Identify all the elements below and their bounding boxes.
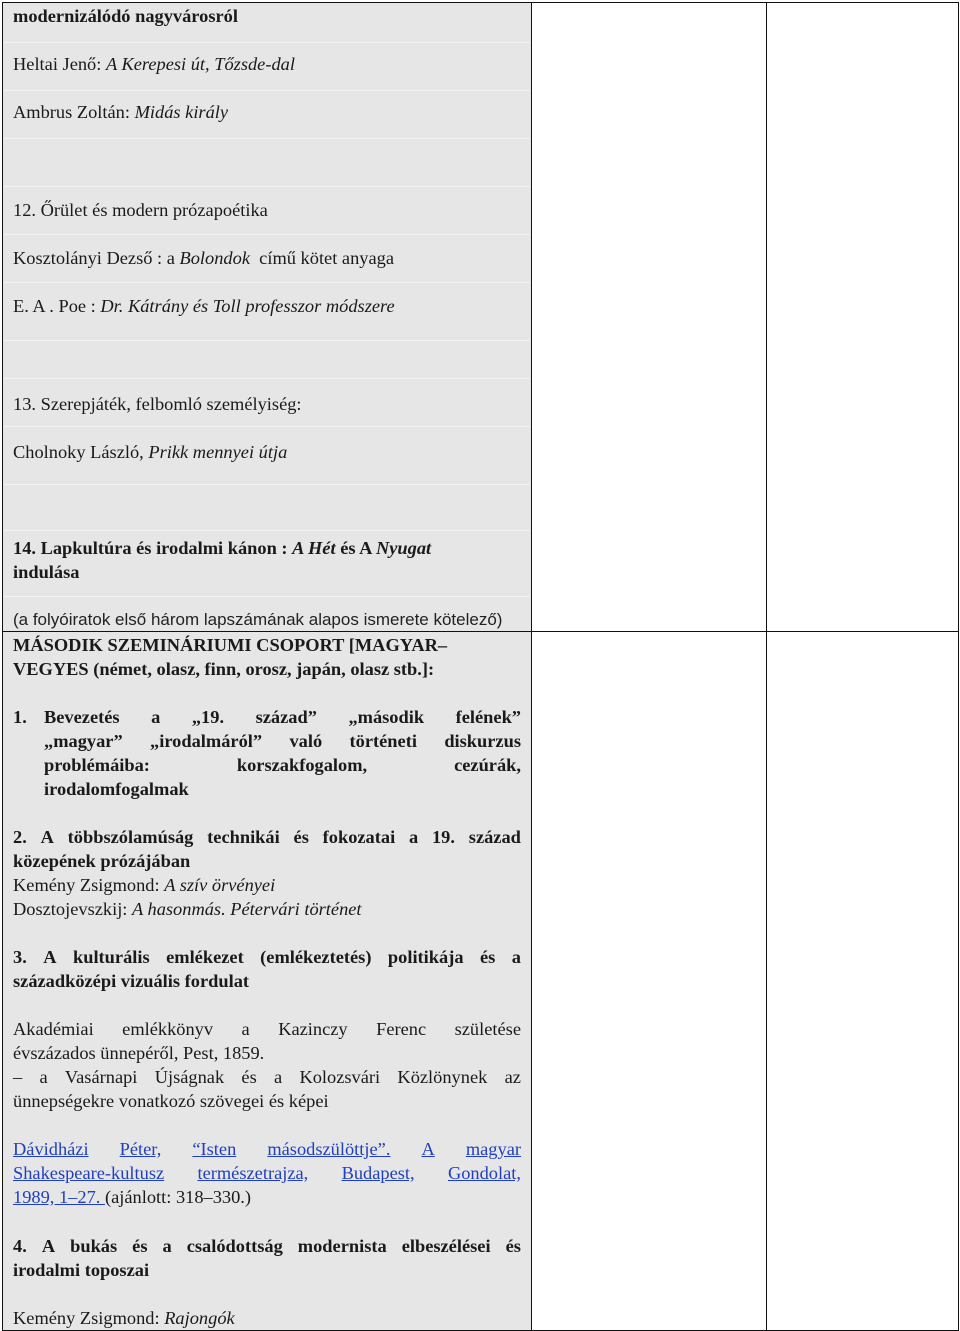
word: a [274, 1067, 283, 1087]
section-heading-continued: modernizálódó nagyvárosról [13, 6, 238, 26]
word: Shakespeare-kultusz [13, 1163, 165, 1183]
word: Dávidházi [13, 1139, 89, 1159]
section-title-12: 12. Őrület és modern prózapoétika [13, 200, 268, 220]
word: a [408, 827, 419, 847]
word: Kazinczy [278, 1019, 348, 1039]
word: a [39, 1067, 48, 1087]
word: század” [255, 707, 317, 727]
word: – [13, 1067, 23, 1087]
work-title: Dr. Kátrány és Toll professzor módszere [100, 296, 395, 316]
word: Budapest, [341, 1163, 415, 1183]
word: modernista [297, 1236, 387, 1256]
row-separator [3, 596, 530, 597]
word: és [479, 947, 496, 967]
g2-reference-link-line-1[interactable] [13, 1137, 521, 1161]
word: „irodalmáról” [150, 731, 263, 751]
word: Kolozsvári [299, 1067, 381, 1087]
word: század [468, 827, 521, 847]
g2-section-1-line-4: irodalomfogalmak [44, 779, 189, 799]
word: Péter, [119, 1139, 162, 1159]
word: és [505, 1236, 521, 1256]
g2-reading-akademiai-line-1 [13, 1017, 521, 1041]
word: kulturális [72, 947, 150, 967]
group-2-title-line-1: MÁSODIK SZEMINÁRIUMI CSOPORT [MAGYAR– [13, 635, 448, 655]
word: és [241, 1067, 257, 1087]
word: Ferenc [376, 1019, 427, 1039]
reading-item-cholnoky [13, 440, 287, 464]
word: A [421, 1139, 435, 1159]
word: „19. [191, 707, 225, 727]
word: bukás [70, 1236, 118, 1256]
word: A [40, 827, 54, 847]
g2-section-1-line-1-text [13, 705, 521, 729]
word: emlékezet [166, 947, 244, 967]
g2-reading-akademiai-line-2: évszázados ünnepéről, Pest, 1859. [13, 1043, 265, 1063]
work-title: A hasonmás. Pétervári történet [132, 899, 362, 919]
row-separator [3, 42, 530, 43]
author: Heltai Jenő: [13, 54, 106, 74]
g2-section-1-line-2 [44, 729, 521, 753]
row-separator [3, 234, 530, 235]
g2-reference-link-line-2[interactable] [13, 1161, 521, 1185]
word: korszakfogalom, [236, 755, 368, 775]
g2-reading-vasarnapi-line-2: ünnepségekre vonatkozó szövegei és képei [13, 1091, 329, 1111]
word: 3. [13, 947, 27, 967]
group-2-title-line-2: VEGYES (német, olasz, finn, orosz, japán, olasz stb.]: [13, 659, 435, 679]
word: a [162, 1236, 172, 1256]
work-title: A szív örvényei [164, 875, 276, 895]
word: “Isten [192, 1139, 237, 1159]
author: Kosztolányi Dezső : a [13, 248, 180, 268]
word: 4. [13, 1236, 27, 1256]
author: Dosztojevszkij: [13, 899, 133, 919]
list-number: 1. [13, 707, 27, 727]
word: történeti [349, 731, 417, 751]
word: a [241, 1019, 250, 1039]
word: és [293, 827, 309, 847]
g2-section-2-line-2: közepének prózájában [13, 851, 191, 871]
g2-section-3-line-1 [13, 945, 521, 969]
work-title: Midás király [134, 102, 229, 122]
g2-section-3-line-2: századközépi vizuális fordulat [13, 971, 250, 991]
reading-item-ambrus [13, 100, 228, 124]
work-title: Bolondok [179, 248, 250, 268]
word: a [511, 947, 521, 967]
word: (emlékeztetés) [260, 947, 372, 967]
word: politikája [387, 947, 464, 967]
word: Közlönynek [397, 1067, 488, 1087]
reading-item-poe [13, 294, 395, 318]
journal-title: Nyugat [375, 538, 432, 558]
word: magyar [465, 1139, 521, 1159]
word: Akadémiai [13, 1019, 94, 1039]
g2-section-4-line-1 [13, 1234, 521, 1258]
row-separator [3, 282, 530, 283]
work-title: Rajongók [164, 1308, 235, 1328]
word: technikái [207, 827, 280, 847]
word: cezúrák, [454, 755, 521, 775]
row-separator [3, 90, 530, 91]
g2-reading-dosztojevszkij [13, 897, 362, 921]
reading-item-kosztolanyi [13, 246, 394, 270]
word: diskurzus [444, 731, 521, 751]
section-14-note: (a folyóiratok első három lapszámának alapos ismerete kötelező) [13, 610, 503, 629]
work-title: Prikk mennyei útja [148, 442, 288, 462]
word: elbeszélései [401, 1236, 491, 1256]
section-title-14-cont: indulása [13, 562, 80, 582]
reading-item-heltai [13, 52, 295, 76]
word: az [504, 1067, 521, 1087]
author: E. A . Poe : [13, 296, 101, 316]
word: „második [348, 707, 425, 727]
row-separator [3, 484, 530, 485]
row-separator [3, 426, 530, 427]
word: 2. [13, 827, 27, 847]
author: Ambrus Zoltán: [13, 102, 135, 122]
work-title: A Kerepesi út, Tőzsde-dal [105, 54, 295, 74]
journal-title: A Hét [292, 538, 336, 558]
g2-reading-kemeny [13, 873, 275, 897]
word: születése [454, 1019, 521, 1039]
word: 19. [431, 827, 455, 847]
title-part: és A [335, 538, 376, 558]
word: Újságnak [154, 1067, 225, 1087]
word: emlékkönyv [122, 1019, 214, 1039]
row-separator [3, 378, 530, 379]
word: többszólamúság [67, 827, 194, 847]
word: és [132, 1236, 148, 1256]
g2-reading-kemeny-rajongok [13, 1306, 235, 1330]
word: Bevezetés [44, 707, 120, 727]
row-separator [3, 340, 530, 341]
section-title-13: 13. Szerepjáték, felbomló személyiség: [13, 394, 302, 414]
word: csalódottság [186, 1236, 283, 1256]
table-column-empty-1 [531, 2, 767, 1331]
section-title-14 [13, 536, 431, 560]
title-part: 14. Lapkultúra és irodalmi kánon : [13, 538, 293, 558]
description: című kötet anyaga [249, 248, 394, 268]
word: felének” [455, 707, 521, 727]
g2-reference-line-3 [13, 1185, 251, 1209]
word: természetrajza, [197, 1163, 309, 1183]
row-separator [3, 138, 530, 139]
word: problémáiba: [44, 755, 150, 775]
g2-section-1-line-3 [44, 753, 521, 777]
word: A [43, 947, 57, 967]
g2-section-4-line-2: irodalmi toposzai [13, 1260, 150, 1280]
reference-recommended: (ajánlott: 318–330.) [104, 1187, 252, 1207]
word: A [41, 1236, 56, 1256]
word: való [289, 731, 323, 751]
word: Vasárnapi [64, 1067, 138, 1087]
reference-link[interactable]: 1989, 1–27. [13, 1187, 105, 1207]
table-column-empty-2 [766, 2, 959, 1331]
word: „magyar” [44, 731, 123, 751]
word: másodszülöttje”. [267, 1139, 391, 1159]
row-separator [3, 186, 530, 187]
row-separator [3, 530, 530, 531]
g2-section-2-line-1 [13, 825, 521, 849]
g2-reading-vasarnapi-line-1 [13, 1065, 521, 1089]
word: Gondolat, [447, 1163, 521, 1183]
author: Kemény Zsigmond: [13, 875, 165, 895]
author: Cholnoky László, [13, 442, 149, 462]
word: fokozatai [322, 827, 396, 847]
author: Kemény Zsigmond: [13, 1308, 165, 1328]
word: a [151, 707, 161, 727]
